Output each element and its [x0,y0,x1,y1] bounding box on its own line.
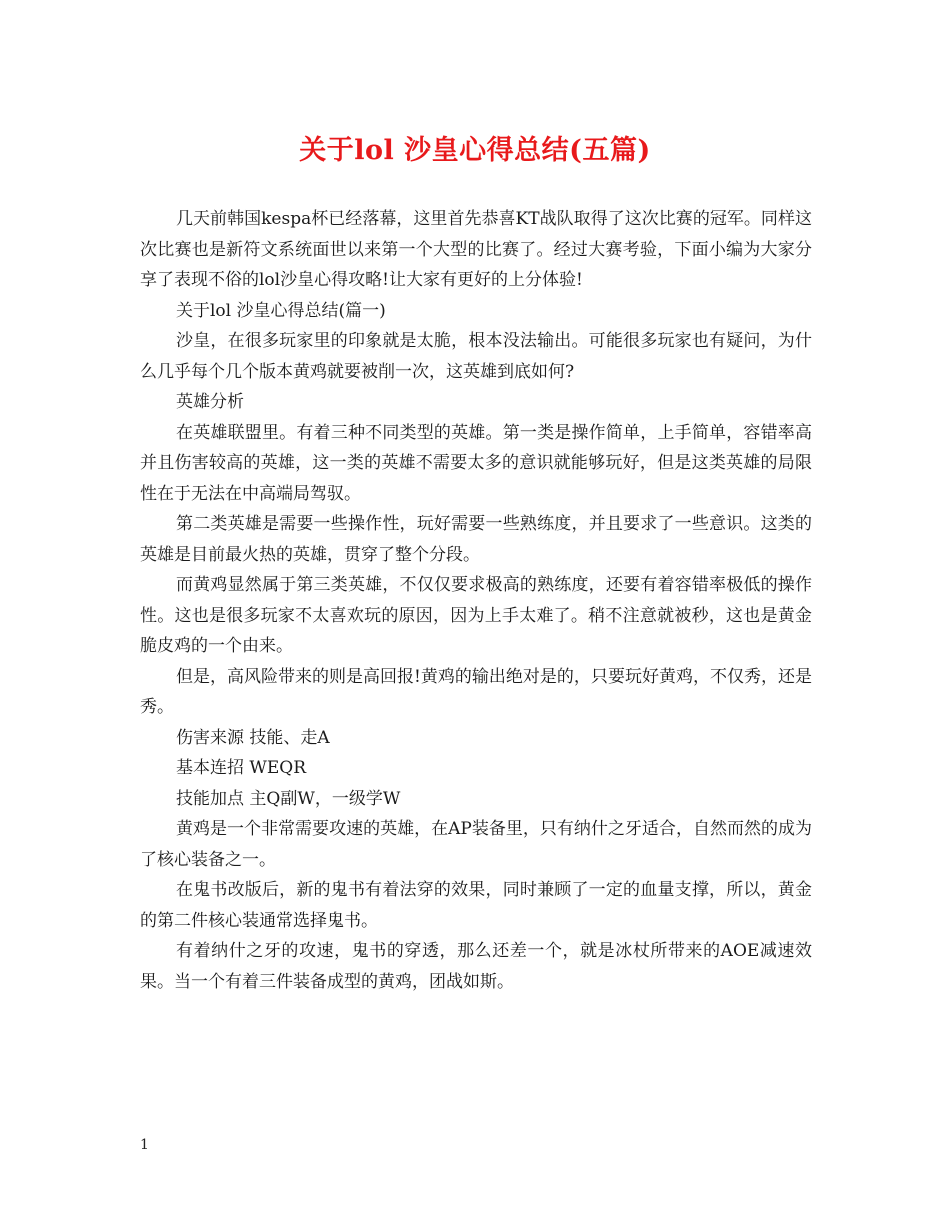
paragraph: 在英雄联盟里。有着三种不同类型的英雄。第一类是操作简单，上手简单，容错率高并且伤害较高的英雄，这一类的英雄不需要太多的意识就能够玩好，但是这类英雄的局限性在于无法在中高端局驾驭。 [140,422,812,504]
paragraph: 但是，高风险带来的则是高回报!黄鸡的输出绝对是的，只要玩好黄鸡，不仅秀，还是秀。 [140,666,812,717]
paragraph: 伤害来源 技能、走A [176,727,330,748]
paragraph: 几天前韩国kespa杯已经落幕，这里首先恭喜KT战队取得了这次比赛的冠军。同样这次比赛也是新符文系统面世以来第一个大型的比赛了。经过大赛考验，下面小编为大家分享了表现不俗的lol沙皇心得攻略!让大家有更好的上分体验! [140,209,812,290]
document-title: 关于lol 沙皇心得总结(五篇) [299,135,651,166]
paragraph: 第二类英雄是需要一些操作性，玩好需要一些熟练度，并且要求了一些意识。这类的英雄是目前最火热的英雄，贯穿了整个分段。 [140,514,812,565]
section-heading: 关于lol 沙皇心得总结(篇一) [176,300,386,321]
paragraph: 有着纳什之牙的攻速，鬼书的穿透，那么还差一个，就是冰杖所带来的AOE减速效果。当一个有着三件装备成型的黄鸡，团战如斯。 [140,941,812,992]
paragraph: 黄鸡是一个非常需要攻速的英雄，在AP装备里，只有纳什之牙适合，自然而然的成为了核心装备之一。 [140,819,812,870]
paragraph: 在鬼书改版后，新的鬼书有着法穿的效果，同时兼顾了一定的血量支撑，所以，黄金的第二件核心装通常选择鬼书。 [140,880,812,931]
document-body [140,204,812,997]
page-number: 1 [140,1137,149,1153]
section-heading: 英雄分析 [176,392,244,412]
paragraph: 基本连招 WEQR [176,758,307,778]
paragraph: 而黄鸡显然属于第三类英雄，不仅仅要求极高的熟练度，还要有着容错率极低的操作性。这也是很多玩家不太喜欢玩的原因，因为上手太难了。稍不注意就被秒，这也是黄金脆皮鸡的一个由来。 [140,575,812,656]
paragraph: 技能加点 主Q副W，一级学W [176,788,401,809]
paragraph: 沙皇，在很多玩家里的印象就是太脆，根本没法输出。可能很多玩家也有疑问，为什么几乎每个几个版本黄鸡就要被削一次，这英雄到底如何? [140,331,812,382]
